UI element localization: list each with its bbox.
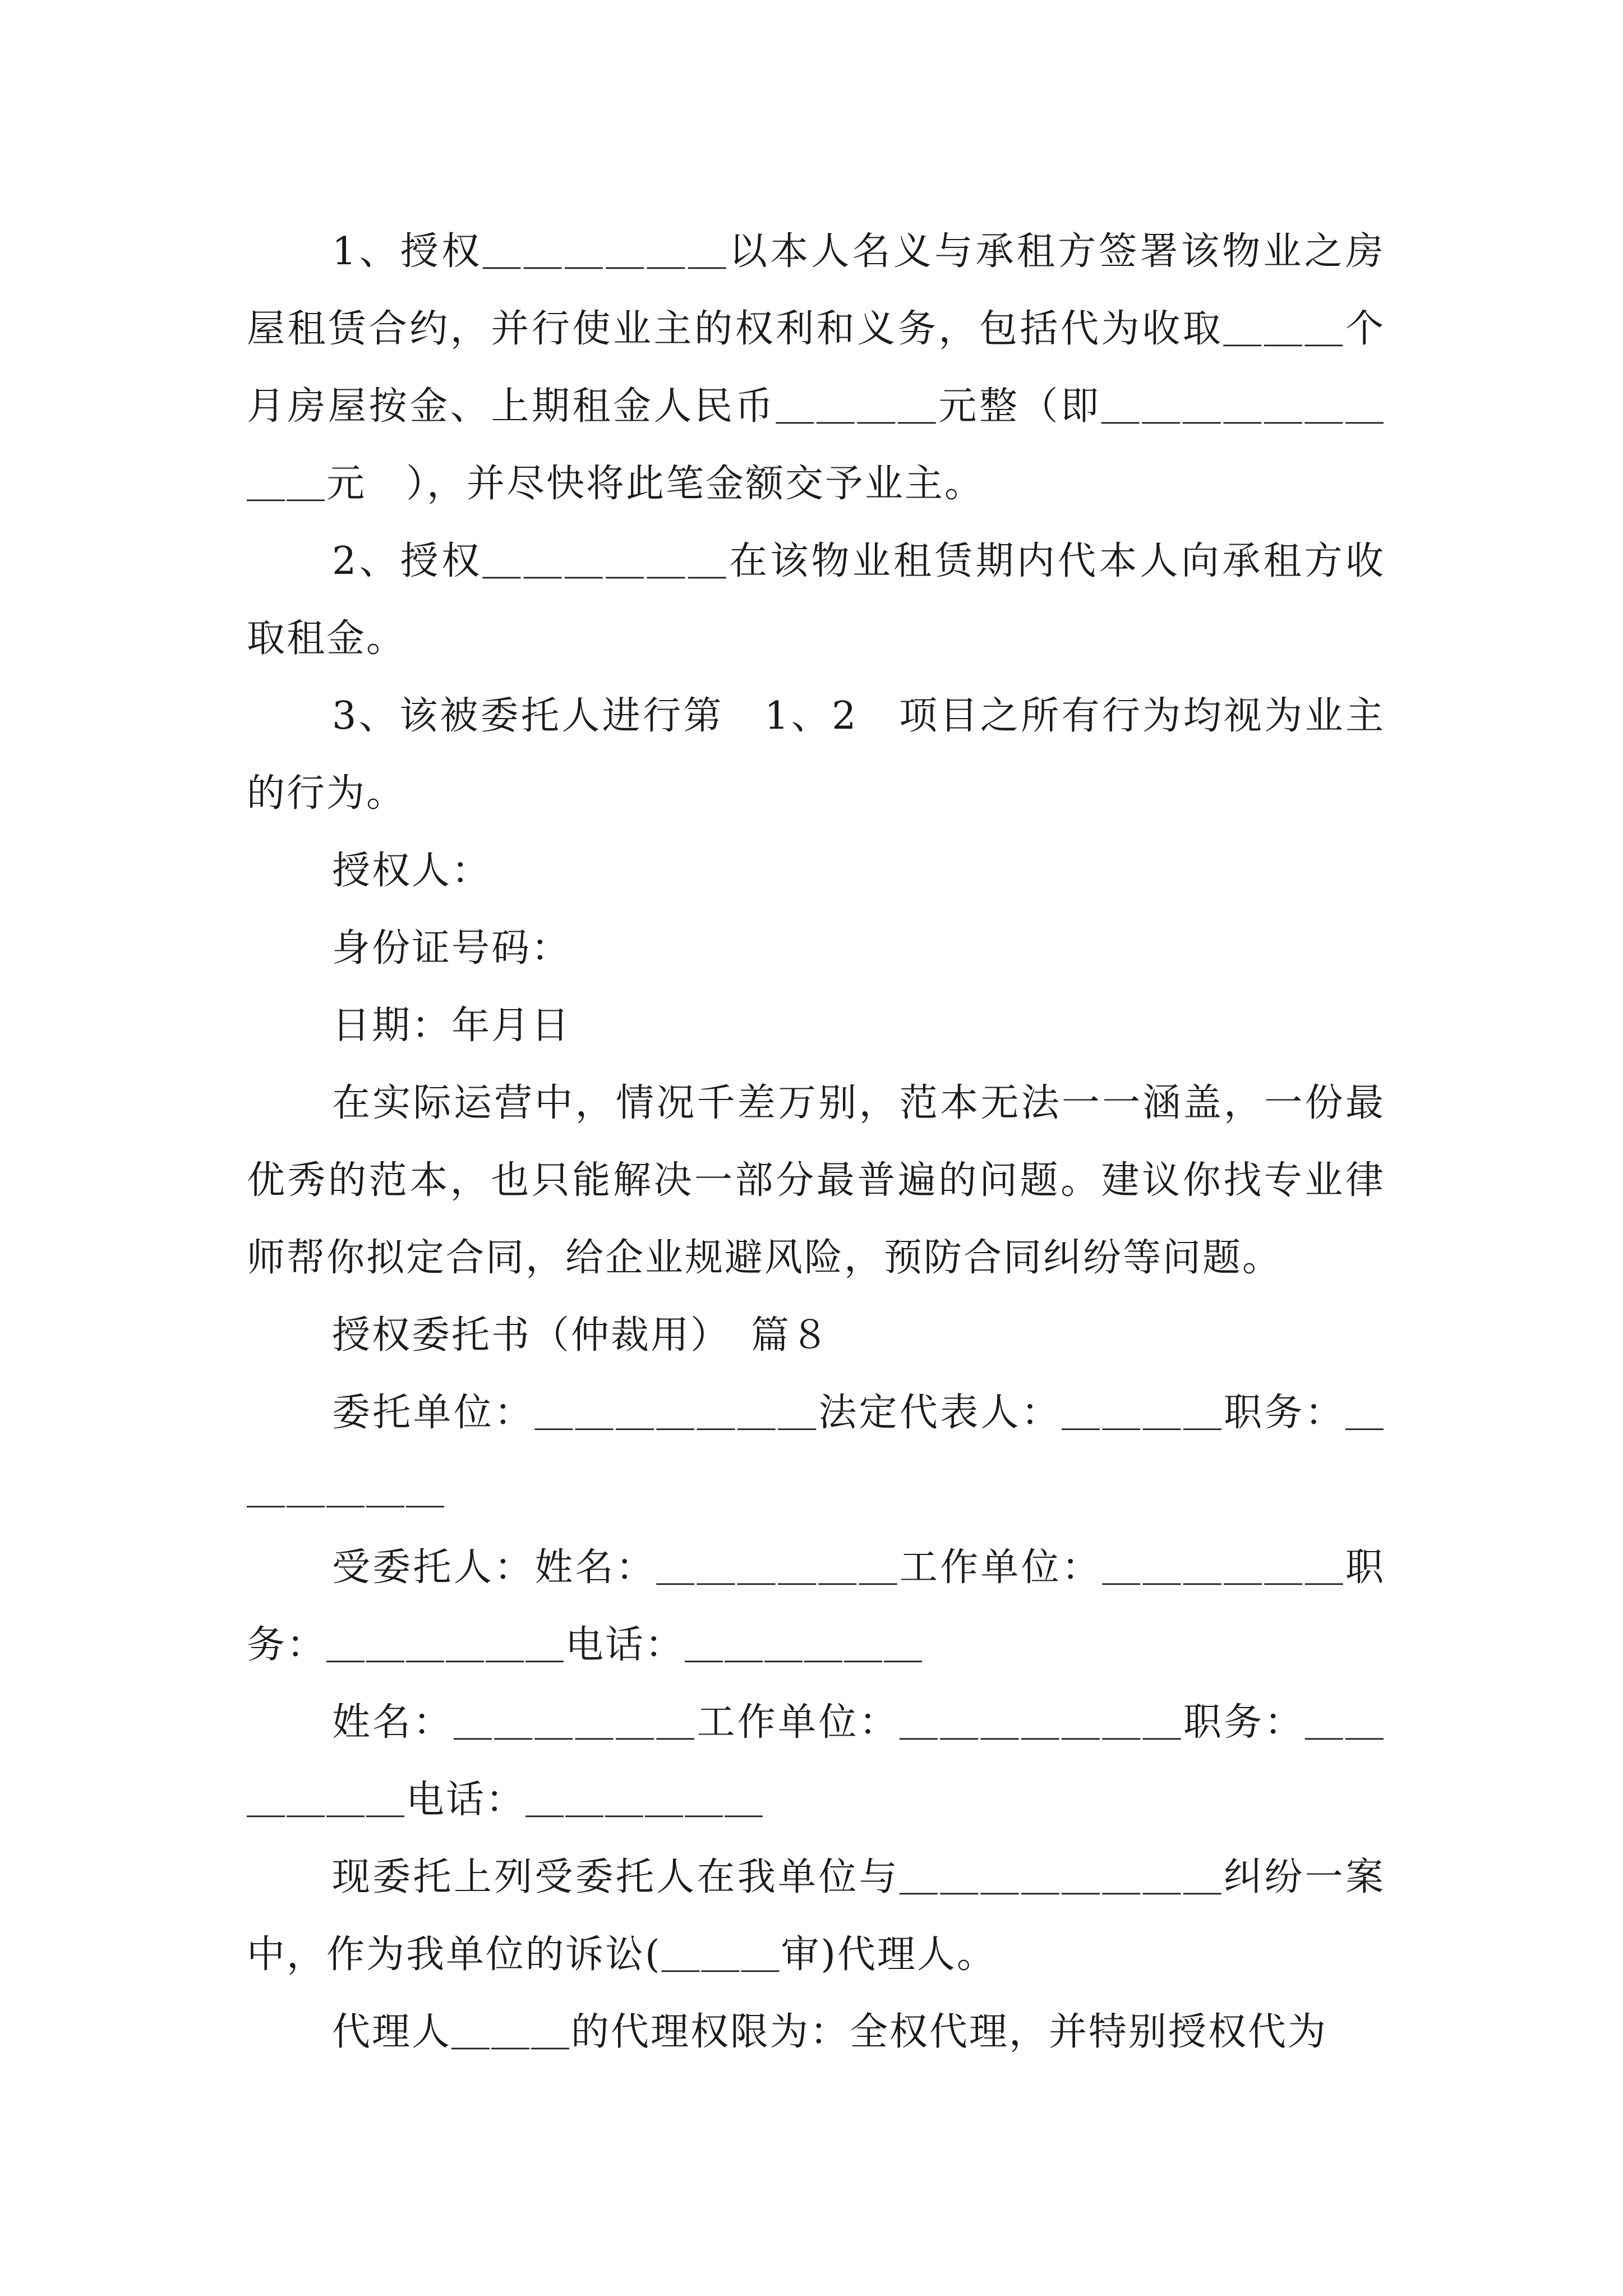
signature-id-number-label: 身份证号码： [332, 926, 571, 970]
paragraph-authorization-clause-2: 2、授权＿＿＿＿＿＿在该物业租赁期内代本人向承租方收取租金。 [247, 539, 1385, 661]
field-row-agent-1: 受委托人：姓名：＿＿＿＿＿＿工作单位：＿＿＿＿＿＿职务：＿＿＿＿＿＿电话：＿＿＿＿＿＿ [247, 1545, 1385, 1667]
section-heading-arbitration-poa: 授权委托书（仲裁用） 篇８ [332, 1313, 831, 1358]
signature-grantor-label: 授权人： [332, 849, 492, 893]
paragraph-agent-authority: 代理人＿＿＿的代理权限为：全权代理，并特别授权代为 [332, 2010, 1328, 2054]
field-row-entrusting-unit: 委托单位：＿＿＿＿＿＿＿法定代表人：＿＿＿＿职务：＿＿＿＿＿＿ [247, 1391, 1385, 1512]
paragraph-entrustment-statement: 现委托上列受委托人在我单位与＿＿＿＿＿＿＿＿纠纷一案中，作为我单位的诉讼(＿＿＿审)代理人。 [247, 1855, 1385, 1977]
field-row-agent-2: 姓名：＿＿＿＿＿＿工作单位：＿＿＿＿＿＿＿职务：＿＿＿＿＿＿电话：＿＿＿＿＿＿ [247, 1700, 1385, 1822]
signature-date-label: 日期：年月日 [332, 1004, 571, 1048]
document-body [247, 213, 1385, 2071]
paragraph-authorization-clause-1: 1、授权＿＿＿＿＿＿以本人名义与承租方签署该物业之房屋租赁合约，并行使业主的权利和义务，包括代为收取＿＿＿个月房屋按金、上期租金人民币＿＿＿＿元整（即＿＿＿＿＿＿＿＿＿元 ），并尽快将此笔金额交予业主。 [247, 229, 1385, 506]
paragraph-authorization-clause-3: 3、该被委托人进行第 1、2 项目之所有行为均视为业主的行为。 [247, 694, 1385, 816]
paragraph-template-disclaimer: 在实际运营中，情况千差万别，范本无法一一涵盖，一份最优秀的范本，也只能解决一部分最普遍的问题。建议你找专业律师帮你拟定合同，给企业规避风险，预防合同纠纷等问题。 [247, 1081, 1385, 1280]
